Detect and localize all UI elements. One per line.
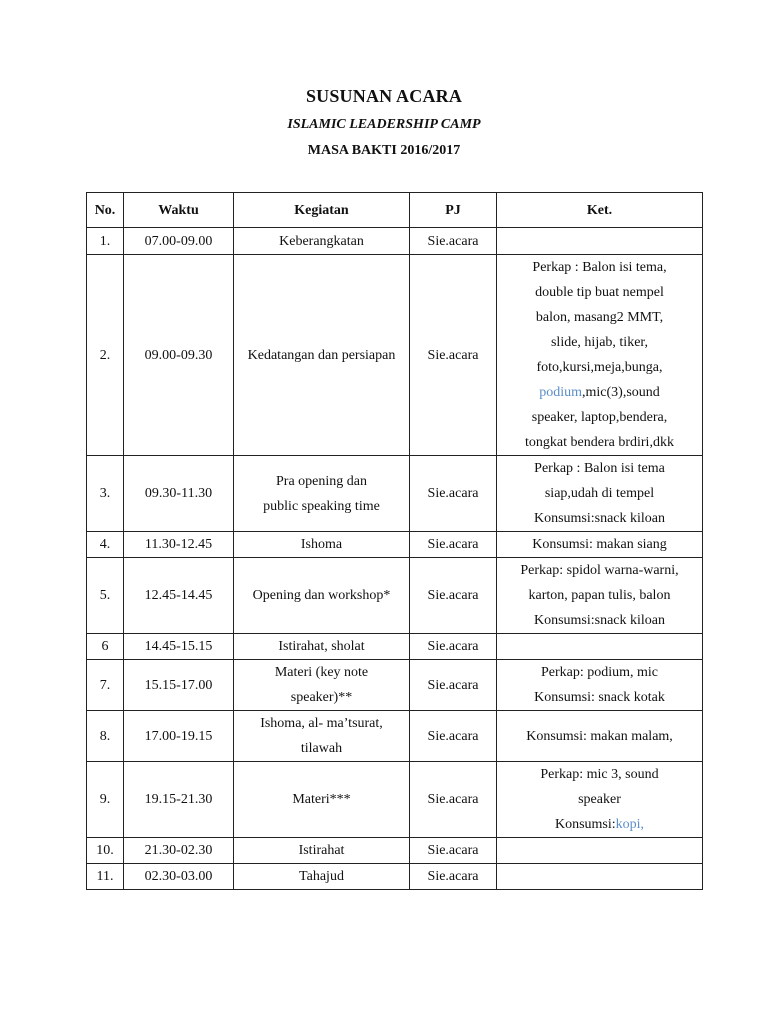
row-notes [497,255,703,456]
row-pic: Sie.acara [410,634,497,660]
notes-text: slide, hijab, tiker, [550,335,649,350]
notes-line [500,481,699,506]
activity-line: Istirahat, sholat [278,639,365,654]
notes-text: speaker, laptop,bendera, [531,410,668,425]
row-time: 17.00-19.15 [124,711,234,762]
notes-text: Konsumsi:snack kiloan [533,613,666,628]
row-activity [234,864,410,890]
notes-line [500,583,699,608]
column-header-no: No. [87,193,124,228]
notes-line [500,762,699,787]
activity-line: Kedatangan dan persiapan [247,347,396,363]
notes-line [500,456,699,481]
notes-text: siap,udah di tempel [544,486,655,501]
row-notes [497,456,703,532]
row-activity [234,838,410,864]
activity-line: Ishoma [300,537,343,552]
row-number: 10. [87,838,124,864]
schedule-table [86,192,703,890]
notes-text: speaker [578,792,621,807]
activity-line: speaker)** [290,690,353,705]
row-number: 9. [87,762,124,838]
notes-line [500,305,699,330]
row-activity [234,255,410,456]
row-number: 1. [87,228,124,255]
notes-text: foto,kursi,meja,bunga, [536,360,663,375]
notes-line [500,255,699,280]
table-row [87,660,703,711]
notes-line [500,558,699,583]
column-header-kegiatan: Kegiatan [234,193,410,228]
activity-line: Materi (key note [274,665,369,680]
document-title: SUSUNAN ACARA [305,86,463,106]
row-time: 09.30-11.30 [124,456,234,532]
row-notes [497,228,703,255]
row-number: 2. [87,255,124,456]
notes-text: Perkap: spidol warna-warni, [520,563,679,578]
row-time: 14.45-15.15 [124,634,234,660]
notes-text: balon, masang2 MMT, [535,310,664,325]
row-activity [234,660,410,711]
row-pic: Sie.acara [410,532,497,558]
row-number: 6 [87,634,124,660]
row-activity [234,532,410,558]
notes-line [500,787,699,812]
notes-text: Konsumsi: [554,817,616,832]
column-header-ket: Ket. [497,193,703,228]
notes-line [500,724,699,749]
row-notes [497,838,703,864]
notes-text: Perkap: mic 3, sound [540,767,659,782]
notes-highlight-text: podium [539,385,582,400]
notes-line [500,608,699,633]
activity-line: Opening dan workshop* [252,588,391,603]
period-heading: MASA BAKTI 2016/2017 [307,143,461,158]
row-number: 8. [87,711,124,762]
notes-line [500,380,699,405]
table-row [87,532,703,558]
row-pic: Sie.acara [410,255,497,456]
row-time: 19.15-21.30 [124,762,234,838]
schedule-body [87,228,703,890]
activity-line: tilawah [300,741,343,756]
notes-text: Perkap : Balon isi tema [534,461,665,476]
row-pic: Sie.acara [410,660,497,711]
row-time: 12.45-14.45 [124,558,234,634]
row-number: 4. [87,532,124,558]
notes-text: Konsumsi: makan siang [532,537,667,552]
notes-text: karton, papan tulis, balon [528,588,671,603]
notes-line [500,355,699,380]
row-time: 21.30-02.30 [124,838,234,864]
notes-line [500,506,699,531]
notes-line [500,660,699,685]
notes-text: ,mic(3),sound [582,385,660,400]
notes-line [500,685,699,710]
activity-line: Istirahat [298,843,345,858]
notes-text: Konsumsi:snack kiloan [533,511,666,526]
row-activity [234,711,410,762]
table-row [87,456,703,532]
notes-line [500,430,699,455]
activity-line: Tahajud [299,869,344,884]
row-activity [234,762,410,838]
row-notes [497,864,703,890]
notes-highlight-text: kopi, [615,817,645,832]
row-pic: Sie.acara [410,838,497,864]
activity-line: Ishoma, al- ma’tsurat, [260,716,383,731]
row-time: 11.30-12.45 [124,532,234,558]
notes-text: Perkap: podium, mic [540,665,659,680]
notes-line [500,812,699,837]
notes-text: Konsumsi: makan malam, [526,728,673,744]
row-number: 5. [87,558,124,634]
row-activity [234,634,410,660]
table-row [87,762,703,838]
row-notes [497,558,703,634]
row-notes [497,711,703,762]
row-notes [497,660,703,711]
row-notes [497,762,703,838]
column-header-waktu: Waktu [124,193,234,228]
event-subtitle: ISLAMIC LEADERSHIP CAMP [287,117,481,132]
row-time: 07.00-09.00 [124,228,234,255]
table-row [87,711,703,762]
row-number: 7. [87,660,124,711]
row-pic: Sie.acara [410,456,497,532]
row-pic: Sie.acara [410,762,497,838]
row-pic: Sie.acara [410,558,497,634]
row-pic: Sie.acara [410,711,497,762]
table-row [87,558,703,634]
activity-line: Keberangkatan [279,233,364,249]
row-time: 09.00-09.30 [124,255,234,456]
notes-line [500,330,699,355]
row-activity [234,228,410,255]
activity-line: public speaking time [263,498,380,514]
row-number: 11. [87,864,124,890]
table-row [87,255,703,456]
notes-text: Konsumsi: snack kotak [534,690,665,705]
row-time: 15.15-17.00 [124,660,234,711]
column-header-pj: PJ [410,193,497,228]
row-pic: Sie.acara [410,228,497,255]
table-row [87,228,703,255]
activity-line: Pra opening dan [276,473,367,489]
row-activity [234,456,410,532]
row-activity [234,558,410,634]
row-time: 02.30-03.00 [124,864,234,890]
row-notes [497,634,703,660]
table-row [87,864,703,890]
row-pic: Sie.acara [410,864,497,890]
notes-line [500,280,699,305]
notes-text: tongkat bendera brdiri,dkk [525,435,674,450]
notes-text: Perkap : Balon isi tema, [532,260,667,275]
notes-line [500,405,699,430]
row-number: 3. [87,456,124,532]
row-notes [497,532,703,558]
table-header-row [87,193,703,228]
table-row [87,838,703,864]
table-row [87,634,703,660]
notes-line [500,532,699,557]
notes-text: double tip buat nempel [535,285,664,300]
activity-line: Materi*** [292,792,351,807]
